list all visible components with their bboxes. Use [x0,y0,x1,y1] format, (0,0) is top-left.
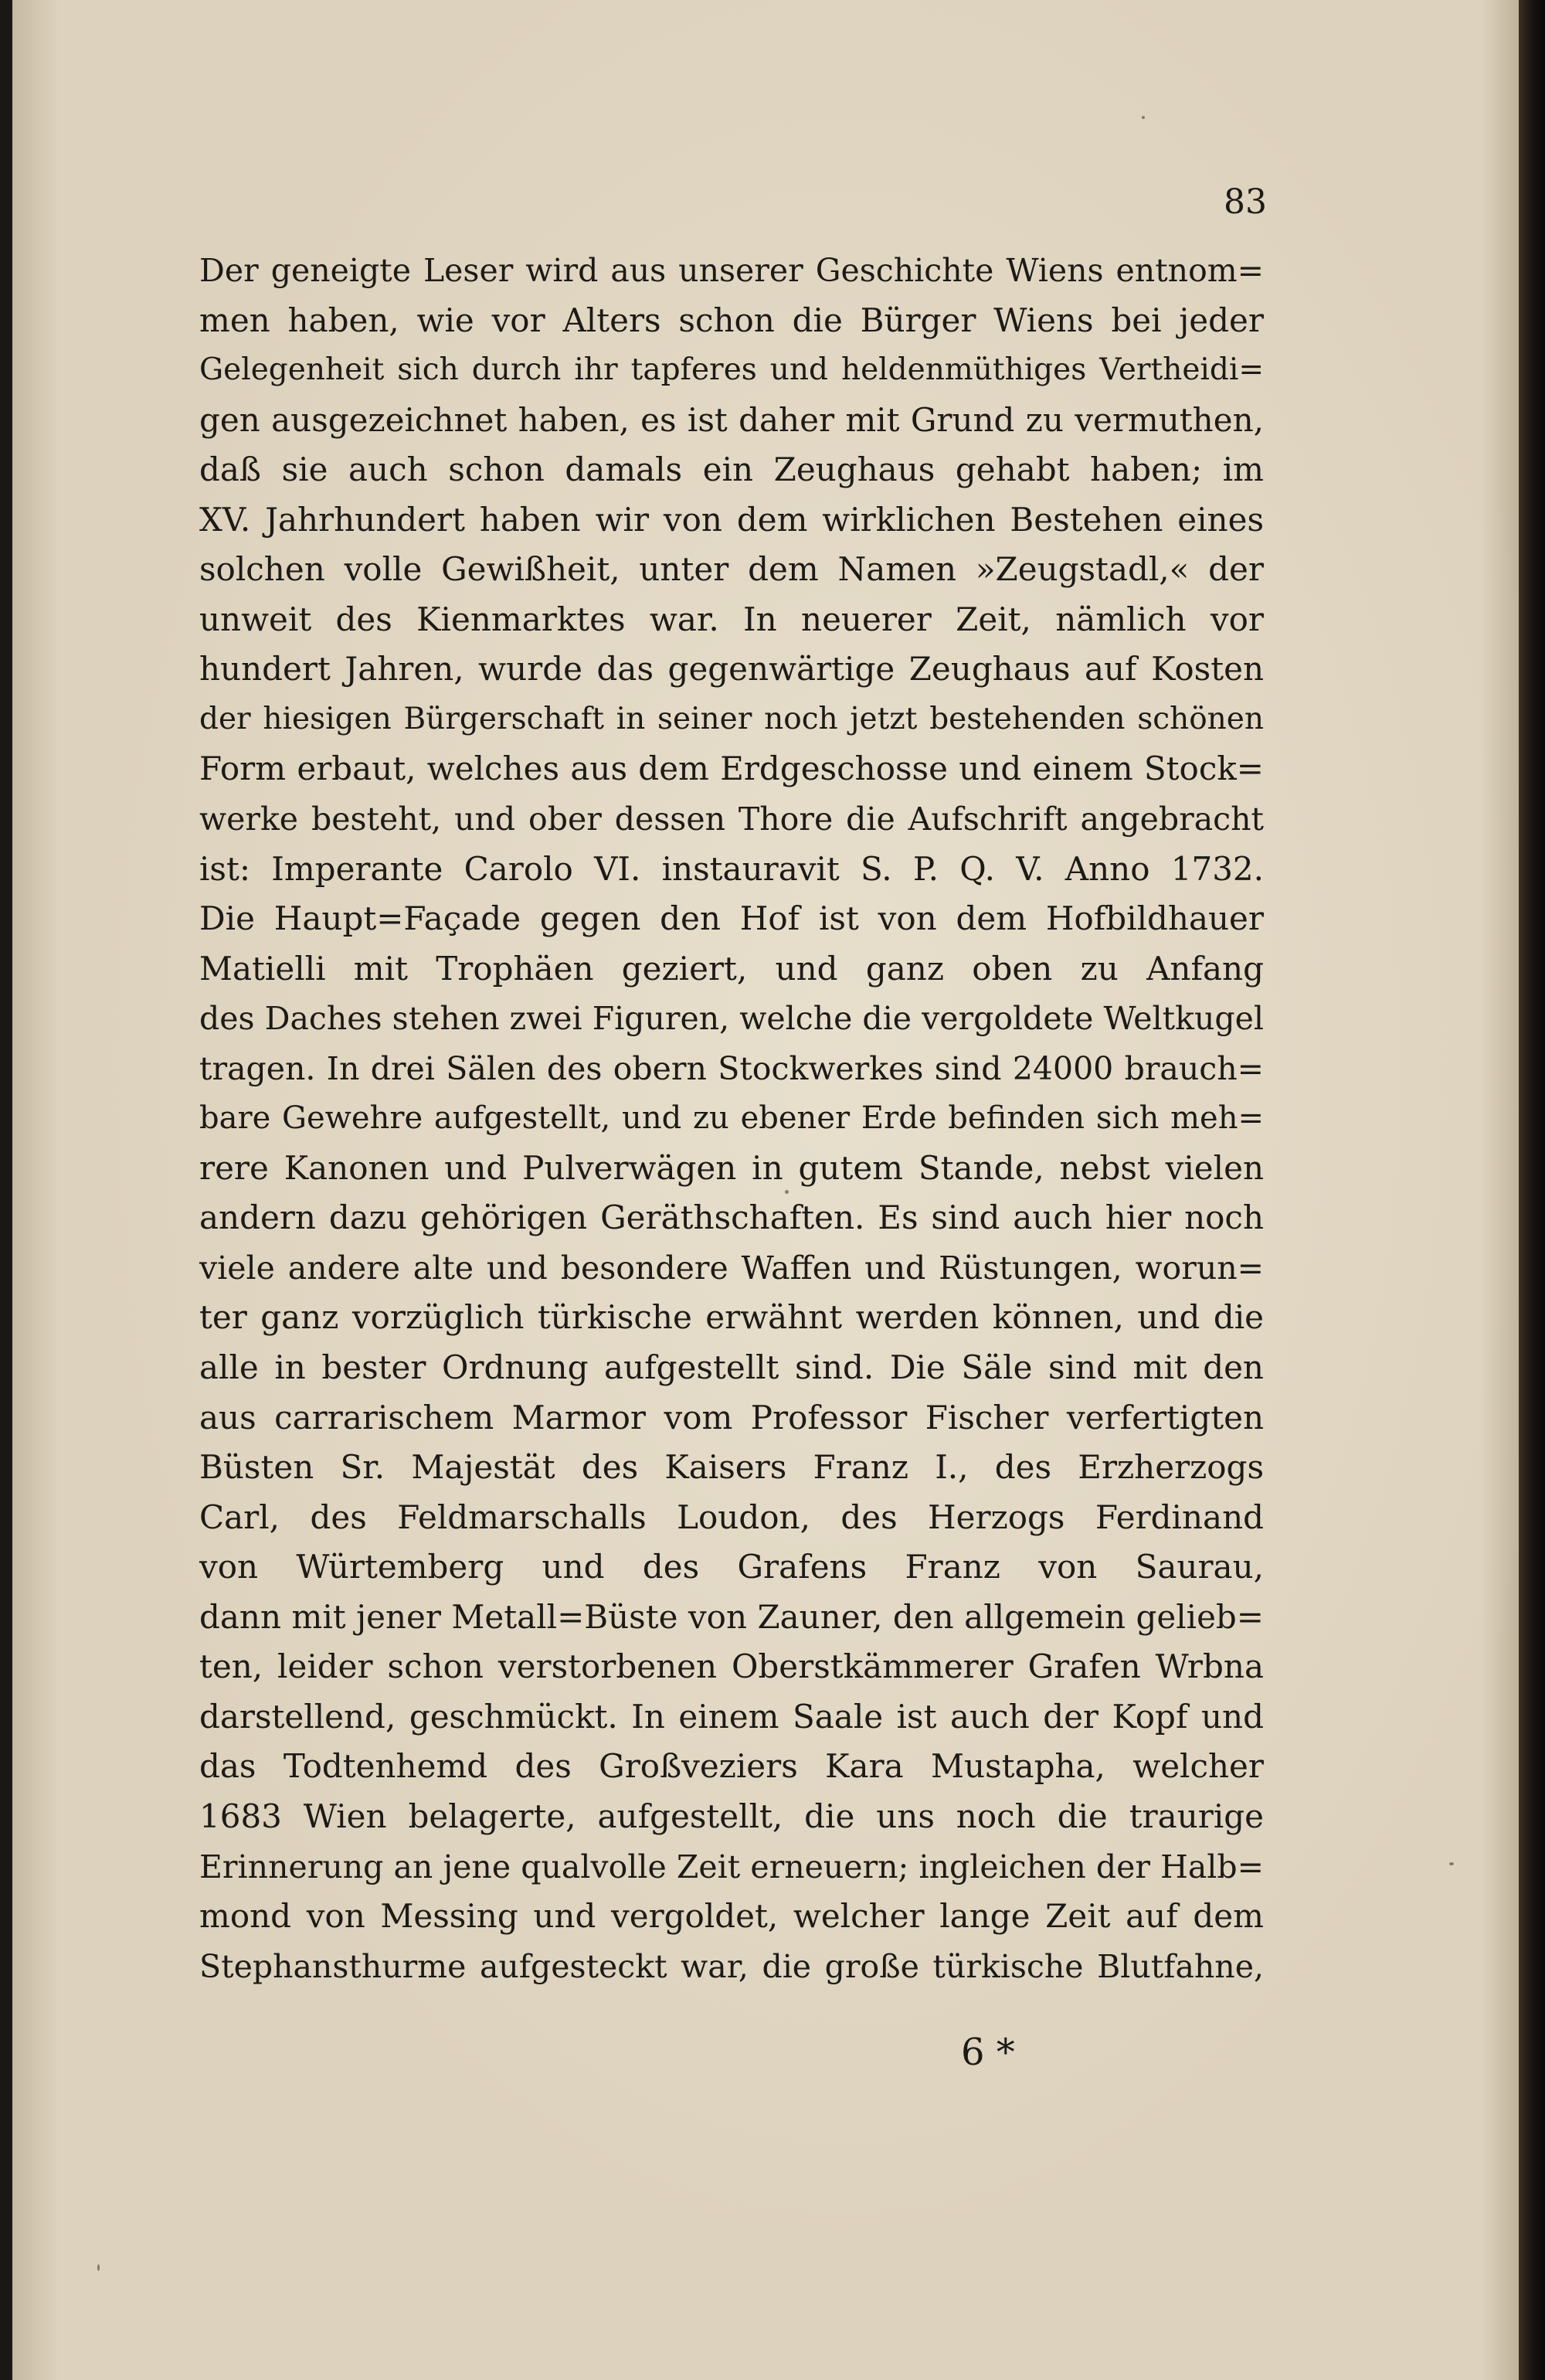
text-line: alle in bester Ordnung aufgestellt sind. Die Säle sind mit den [199,1348,1264,1387]
text-line: Erinnerung an jene qualvolle Zeit erneuern; ingleichen der Halb= [199,1848,1264,1885]
text-line: dann mit jener Metall=Büste von Zauner, den allgemein gelieb= [199,1597,1264,1636]
paper-speck [97,2264,100,2271]
paper-speck [1142,116,1145,119]
text-line: 1683 Wien belagerte, aufgestellt, die uns noch die traurige [199,1797,1264,1835]
text-line: Der geneigte Leser wird aus unserer Geschichte Wiens entnom= [199,252,1264,289]
text-line: Carl, des Feldmarschalls Loudon, des Herzogs Ferdinand [199,1498,1264,1536]
text-line: unweit des Kienmarktes war. In neuerer Zeit, nämlich vor [199,600,1264,638]
text-line: solchen volle Gewißheit, unter dem Namen »Zeugstadl,« der [199,550,1264,589]
text-line: bare Gewehre aufgestellt, und zu ebener Erde befinden sich meh= [199,1100,1264,1137]
text-line: daß sie auch schon damals ein Zeughaus gehabt haben; im [199,450,1264,489]
text-line: Stephansthurme aufgesteckt war, die große türkische Blutfahne, [199,1947,1264,1985]
text-line: des Daches stehen zwei Figuren, welche die vergoldete Weltkugel [199,1000,1264,1038]
text-line: aus carrarischem Marmor vom Professor Fischer verfertigten [199,1398,1264,1436]
text-line: ist: Imperante Carolo VI. instauravit S. P. Q. V. Anno 1732. [199,849,1264,888]
text-line: tragen. In drei Sälen des obern Stockwerkes sind 24000 brauch= [199,1049,1264,1087]
text-line: werke besteht, und ober dessen Thore die Aufschrift angebracht [199,801,1264,838]
body-text [199,246,1264,1991]
text-line: mond von Messing und vergoldet, welcher lange Zeit auf dem [199,1897,1264,1936]
text-line: Die Haupt=Façade gegen den Hof ist von dem Hofbildhauer [199,899,1264,938]
text-line: Matielli mit Trophäen geziert, und ganz oben zu Anfang [199,949,1264,988]
text-line: Büsten Sr. Majestät des Kaisers Franz I., des Erzherzogs [199,1448,1264,1487]
text-line: gen ausgezeichnet haben, es ist daher mit Grund zu vermuthen, [199,400,1264,439]
text-line: das Todtenhemd des Großveziers Kara Mustapha, welcher [199,1747,1264,1786]
text-line: rere Kanonen und Pulverwägen in gutem Stande, nebst vielen [199,1148,1264,1187]
text-line: viele andere alte und besondere Waffen und Rüstungen, worun= [199,1249,1264,1287]
text-line: der hiesigen Bürgerschaft in seiner noch jetzt bestehenden schönen [199,701,1264,736]
book-edge [1519,0,1545,2380]
paper-speck [1449,1862,1454,1865]
text-line: Gelegenheit sich durch ihr tapferes und heldenmüthiges Vertheidi= [199,352,1264,388]
text-line: men haben, wie vor Alters schon die Bürger Wiens bei jeder [199,301,1264,339]
page-number: 83 [1224,182,1267,222]
text-line: Form erbaut, welches aus dem Erdgeschosse und einem Stock= [199,750,1264,788]
text-line: hundert Jahren, wurde das gegenwärtige Zeughaus auf Kosten [199,650,1264,688]
text-line: XV. Jahrhundert haben wir von dem wirklichen Bestehen eines [199,500,1264,539]
text-line: von Würtemberg und des Grafens Franz von Saurau, [199,1548,1264,1586]
signature-mark: 6 * [961,2031,1015,2074]
text-line: darstellend, geschmückt. In einem Saale ist auch der Kopf und [199,1697,1264,1736]
text-line: ten, leider schon verstorbenen Oberstkämmerer Grafen Wrbna [199,1647,1264,1686]
text-line: ter ganz vorzüglich türkische erwähnt werden können, und die [199,1298,1264,1337]
text-line: andern dazu gehörigen Geräthschaften. Es sind auch hier noch [199,1198,1264,1237]
